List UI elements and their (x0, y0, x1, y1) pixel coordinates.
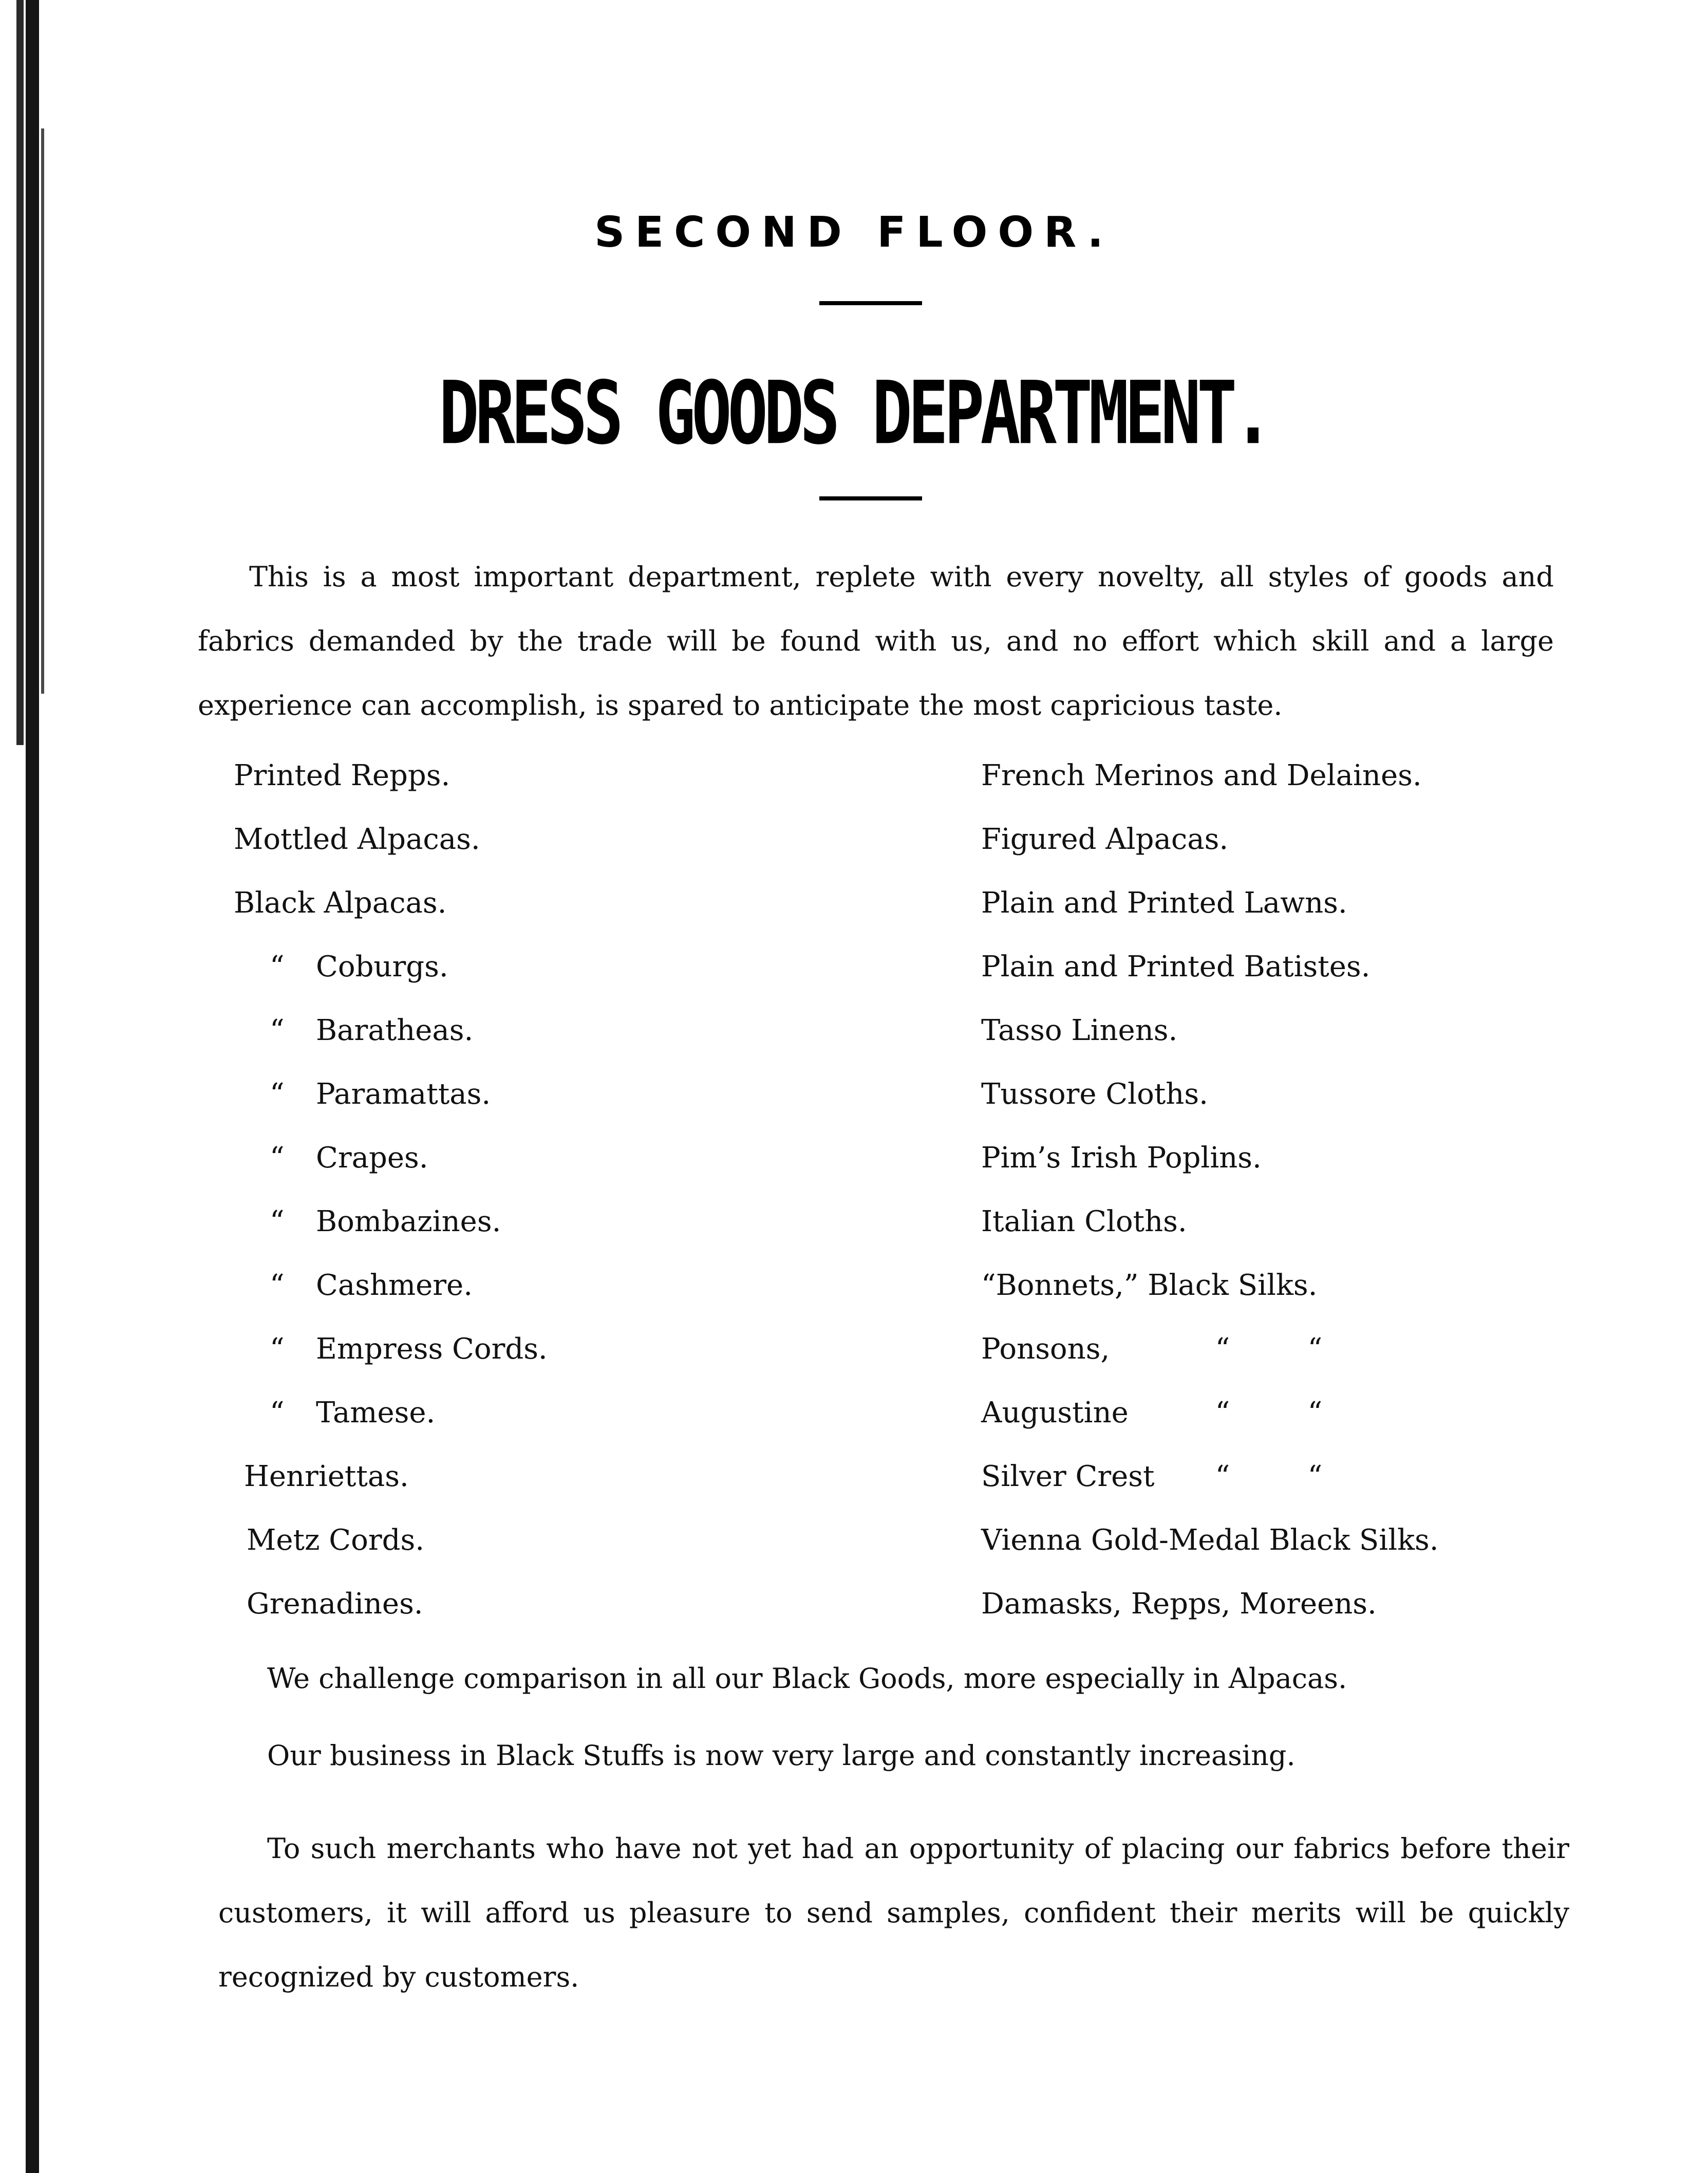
closing-paragraph: Our business in Black Stuffs is now very large and constantly increasing. (267, 1739, 1296, 1772)
item-label: Italian Cloths. (981, 1205, 1187, 1238)
list-item (234, 1268, 902, 1331)
ditto-mark: “ (1215, 1460, 1230, 1493)
list-item (981, 1268, 1649, 1331)
item-label: Metz Cords. (247, 1524, 425, 1557)
item-label: French Merinos and Delaines. (981, 759, 1422, 792)
ditto-mark: “ (270, 1269, 285, 1302)
ditto-mark: “ (270, 950, 285, 983)
list-item (234, 1522, 902, 1586)
department-heading: DRESS GOODS DEPARTMENT. (439, 362, 1269, 464)
ditto-mark: “ (1215, 1396, 1230, 1429)
list-item (981, 1586, 1649, 1650)
item-label: Figured Alpacas. (981, 823, 1229, 856)
ditto-mark: “ (270, 1014, 285, 1047)
item-label: Silver Crest (981, 1460, 1155, 1493)
item-label: Coburgs. (316, 950, 448, 983)
item-label: Vienna Gold-Medal Black Silks. (981, 1524, 1439, 1557)
list-item (981, 1204, 1649, 1268)
item-label: Pim’s Irish Poplins. (981, 1141, 1262, 1175)
list-item (234, 949, 902, 1013)
ditto-mark: “ (1307, 1396, 1323, 1429)
item-label: Grenadines. (247, 1587, 423, 1621)
ditto-mark: “ (270, 1396, 285, 1429)
ditto-mark: “ (270, 1141, 285, 1175)
item-label: Empress Cords. (316, 1332, 548, 1366)
closing-paragraph: To such merchants who have not yet had an opportunity of placing our fabrics before their customers, it will afford us pleasure to send samples, confident their merits will be quickly recognized by customers. (218, 1832, 1569, 1993)
item-label: Plain and Printed Lawns. (981, 886, 1347, 920)
list-item (234, 1586, 902, 1650)
item-label: Plain and Printed Batistes. (981, 950, 1371, 983)
right-goods-list (981, 758, 1649, 1650)
item-label: Crapes. (316, 1141, 428, 1175)
list-item (234, 1204, 902, 1268)
divider-rule (819, 496, 922, 500)
item-label: Paramattas. (316, 1078, 491, 1111)
intro-paragraph: This is a most important department, replete with every novelty, all styles of goods and fabrics demanded by the trade will be found with us, and no effort which skill and a large experience can accomplish, is spared to anticipate the most capricious taste. (198, 561, 1554, 721)
item-label: Tasso Linens. (981, 1014, 1178, 1047)
item-label: Mottled Alpacas. (234, 823, 480, 856)
floor-heading: SECOND FLOOR. (594, 208, 1114, 257)
ditto-mark: “ (270, 1332, 285, 1366)
list-item (981, 949, 1649, 1013)
ditto-mark: “ (1307, 1460, 1323, 1493)
ditto-mark: “ (1307, 1332, 1323, 1366)
list-item (234, 1013, 902, 1076)
item-label: Damasks, Repps, Moreens. (981, 1587, 1377, 1621)
ditto-mark: “ (270, 1078, 285, 1111)
list-item (981, 1522, 1649, 1586)
item-label: Cashmere. (316, 1269, 473, 1302)
list-item (234, 822, 902, 885)
list-item (981, 758, 1649, 822)
list-item (234, 1395, 902, 1459)
list-item (234, 758, 902, 822)
list-item (234, 1140, 902, 1204)
item-label: Ponsons, (981, 1332, 1110, 1366)
list-item (981, 1013, 1649, 1076)
list-item (234, 1076, 902, 1140)
list-item (981, 1076, 1649, 1140)
list-item (981, 1140, 1649, 1204)
ditto-mark: “ (270, 1205, 285, 1238)
item-label: Baratheas. (316, 1014, 474, 1047)
divider-rule (819, 301, 922, 305)
item-label: Tussore Cloths. (981, 1078, 1208, 1111)
item-label: Augustine (981, 1396, 1129, 1429)
item-label: Printed Repps. (234, 759, 451, 792)
binding-edge (26, 0, 39, 2173)
ditto-mark: “ (1215, 1332, 1230, 1366)
list-item (234, 1459, 902, 1522)
item-label: Henriettas. (244, 1460, 409, 1493)
closing-paragraph: We challenge comparison in all our Black Goods, more especially in Alpacas. (267, 1662, 1347, 1695)
item-label: Tamese. (316, 1396, 436, 1429)
list-item (981, 1459, 1649, 1522)
list-item (981, 822, 1649, 885)
list-item (981, 1395, 1649, 1459)
list-item (234, 885, 902, 949)
left-goods-list (234, 758, 902, 1650)
item-label: Black Alpacas. (234, 886, 447, 920)
item-label: “Bonnets,” Black Silks. (981, 1269, 1318, 1302)
item-label: Bombazines. (316, 1205, 501, 1238)
list-item (981, 885, 1649, 949)
list-item (981, 1331, 1649, 1395)
list-item (234, 1331, 902, 1395)
